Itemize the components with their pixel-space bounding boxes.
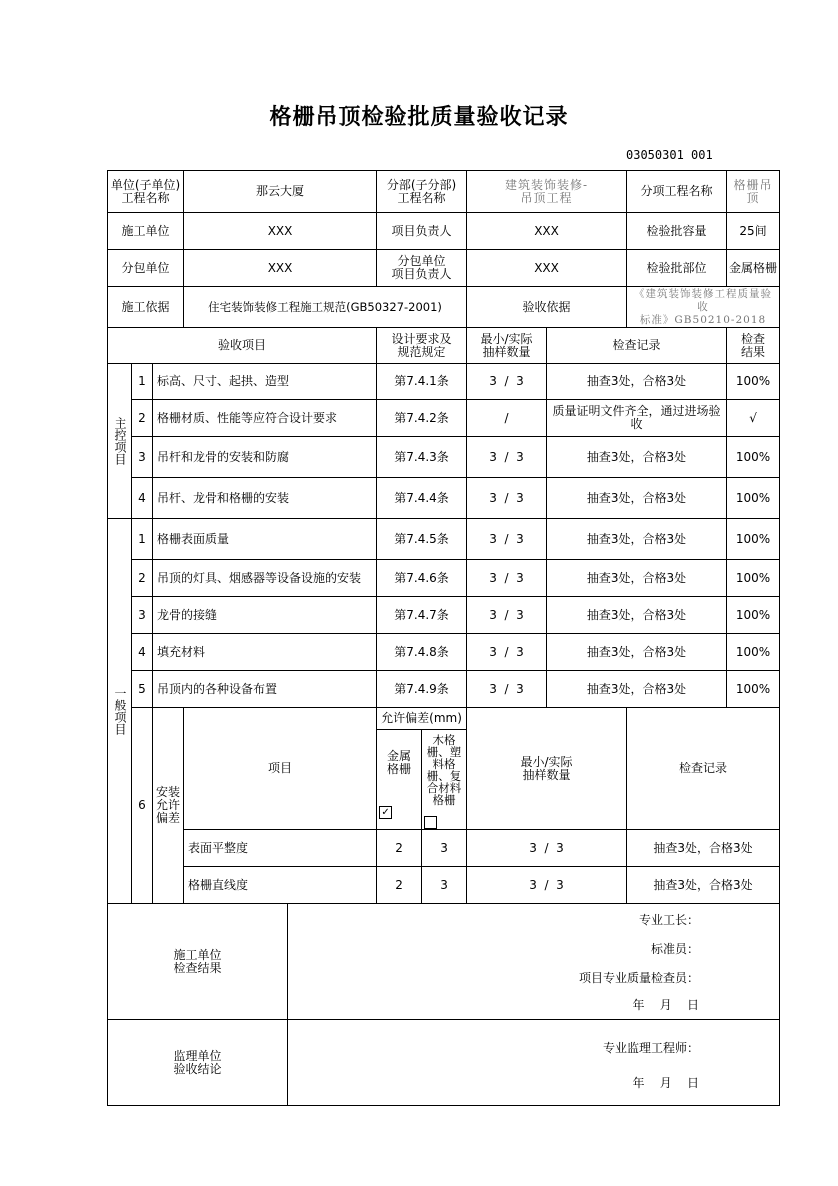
deviation-header-row-1 <box>108 708 780 730</box>
capacity-label: 检验批容量 <box>627 213 727 250</box>
foreman-label: 专业工长： <box>639 912 700 927</box>
item-no: 3 <box>132 597 153 634</box>
subcontractor-label: 分包单位 <box>108 250 184 287</box>
col-item: 验收项目 <box>108 328 377 364</box>
supervision-date: 年 月 日 <box>632 1075 700 1090</box>
item-record: 抽查3处，合格3处 <box>547 560 727 597</box>
item-name: 填充材料 <box>153 634 377 671</box>
table-row <box>108 830 780 867</box>
wood-checkbox[interactable] <box>424 816 437 829</box>
deviation-group-label: 安装允许偏差 <box>153 708 184 904</box>
item-spec: 第7.4.1条 <box>377 364 467 400</box>
item-sample: 3 / 3 <box>467 437 547 478</box>
item-name: 标高、尺寸、起拱、造型 <box>153 364 377 400</box>
item-sample: 3 / 3 <box>467 597 547 634</box>
deviation-record-header: 检查记录 <box>627 708 780 830</box>
item-no: 4 <box>132 634 153 671</box>
basis-value: 住宅装饰装修工程施工规范(GB50327-2001) <box>184 287 467 328</box>
item-record: 抽查3处，合格3处 <box>547 478 727 519</box>
item-result: 100% <box>727 519 780 560</box>
division-label: 分部(子分部) 工程名称 <box>377 171 467 213</box>
acceptance-value: 《建筑装饰装修工程质量验收 标准》GB50210-2018 <box>627 287 780 328</box>
supervision-result-row <box>108 1020 780 1106</box>
deviation-sample: 3 / 3 <box>467 830 627 867</box>
engineer-label: 专业监理工程师： <box>603 1040 700 1055</box>
inspector-label: 项目专业质量检查员： <box>579 970 700 985</box>
contractor-label: 施工单位 <box>108 213 184 250</box>
metal-checkbox[interactable]: ✓ <box>379 806 392 819</box>
header-row-4 <box>108 287 780 328</box>
item-record: 抽查3处，合格3处 <box>547 437 727 478</box>
inspection-table <box>107 170 780 1106</box>
table-row <box>108 478 780 519</box>
item-no: 3 <box>132 437 153 478</box>
deviation-sample: 3 / 3 <box>467 867 627 904</box>
pm-value: XXX <box>467 213 627 250</box>
item-sample: 3 / 3 <box>467 519 547 560</box>
item-result: 100% <box>727 671 780 708</box>
col-record: 检查记录 <box>547 328 727 364</box>
main-items-label: 主控项目 <box>108 364 132 519</box>
construction-result-row <box>108 904 780 1020</box>
sub-pm-label: 分包单位 项目负责人 <box>377 250 467 287</box>
item-name: 吊顶内的各种设备布置 <box>153 671 377 708</box>
item-record: 抽查3处，合格3处 <box>547 597 727 634</box>
item-name: 龙骨的接缝 <box>153 597 377 634</box>
subitem-label: 分项工程名称 <box>627 171 727 213</box>
construction-label: 施工单位 检查结果 <box>108 904 288 1020</box>
division-value: 建筑装饰装修- 吊顶工程 <box>467 171 627 213</box>
item-no: 5 <box>132 671 153 708</box>
deviation-item-header: 项目 <box>184 708 377 830</box>
item-no: 1 <box>132 519 153 560</box>
wood-header: 木格栅、塑料格栅、复合材料格栅 <box>422 730 467 830</box>
sub-pm-value: XXX <box>467 250 627 287</box>
table-row <box>108 364 780 400</box>
item-result: 100% <box>727 560 780 597</box>
item-sample: 3 / 3 <box>467 634 547 671</box>
item-spec: 第7.4.4条 <box>377 478 467 519</box>
item-sample: 3 / 3 <box>467 671 547 708</box>
table-row <box>108 519 780 560</box>
item-spec: 第7.4.3条 <box>377 437 467 478</box>
supervision-signatures <box>288 1020 780 1106</box>
location-value: 金属格栅 <box>727 250 780 287</box>
item-result: √ <box>727 400 780 437</box>
item-sample: 3 / 3 <box>467 364 547 400</box>
item-name: 吊杆和龙骨的安装和防腐 <box>153 437 377 478</box>
item-no: 1 <box>132 364 153 400</box>
table-row <box>108 400 780 437</box>
header-row-1 <box>108 171 780 213</box>
construction-date: 年 月 日 <box>632 997 700 1012</box>
item-result: 100% <box>727 364 780 400</box>
location-label: 检验批部位 <box>627 250 727 287</box>
basis-label: 施工依据 <box>108 287 184 328</box>
item-name: 格栅表面质量 <box>153 519 377 560</box>
deviation-wood: 3 <box>422 867 467 904</box>
capacity-value: 25间 <box>727 213 780 250</box>
item-spec: 第7.4.5条 <box>377 519 467 560</box>
item-record: 抽查3处，合格3处 <box>547 671 727 708</box>
item-sample: 3 / 3 <box>467 478 547 519</box>
deviation-item-name: 格栅直线度 <box>184 867 377 904</box>
general-items-label: 一般项目 <box>108 519 132 904</box>
item-sample: 3 / 3 <box>467 560 547 597</box>
table-row <box>108 437 780 478</box>
unit-label: 单位(子单位) 工程名称 <box>108 171 184 213</box>
item-no: 2 <box>132 560 153 597</box>
item-no: 4 <box>132 478 153 519</box>
item-record: 抽查3处，合格3处 <box>547 634 727 671</box>
item-spec: 第7.4.7条 <box>377 597 467 634</box>
deviation-wood: 3 <box>422 830 467 867</box>
table-row <box>108 671 780 708</box>
item-name: 吊顶的灯具、烟感器等设备设施的安装 <box>153 560 377 597</box>
deviation-no: 6 <box>132 708 153 904</box>
deviation-item-name: 表面平整度 <box>184 830 377 867</box>
unit-value: 那云大厦 <box>184 171 377 213</box>
document-code: 03050301 001 <box>626 148 713 162</box>
item-record: 抽查3处，合格3处 <box>547 519 727 560</box>
table-row <box>108 634 780 671</box>
subcontractor-value: XXX <box>184 250 377 287</box>
standard-label: 标准员： <box>651 941 700 956</box>
item-spec: 第7.4.6条 <box>377 560 467 597</box>
item-result: 100% <box>727 478 780 519</box>
table-row <box>108 560 780 597</box>
deviation-metal: 2 <box>377 867 422 904</box>
item-spec: 第7.4.8条 <box>377 634 467 671</box>
item-sample: / <box>467 400 547 437</box>
allow-header: 允许偏差(mm) <box>377 708 467 730</box>
header-row-3 <box>108 250 780 287</box>
col-spec: 设计要求及 规范规定 <box>377 328 467 364</box>
item-result: 100% <box>727 634 780 671</box>
deviation-sample-header: 最小/实际 抽样数量 <box>467 708 627 830</box>
pm-label: 项目负责人 <box>377 213 467 250</box>
construction-signatures <box>288 904 780 1020</box>
page-title: 格栅吊顶检验批质量验收记录 <box>269 104 569 130</box>
item-record: 抽查3处，合格3处 <box>547 364 727 400</box>
item-no: 2 <box>132 400 153 437</box>
item-name: 吊杆、龙骨和格栅的安装 <box>153 478 377 519</box>
item-name: 格栅材质、性能等应符合设计要求 <box>153 400 377 437</box>
column-header-row <box>108 328 780 364</box>
supervision-label: 监理单位 验收结论 <box>108 1020 288 1106</box>
item-result: 100% <box>727 597 780 634</box>
metal-header: 金属格栅 ✓ <box>377 730 422 830</box>
item-spec: 第7.4.2条 <box>377 400 467 437</box>
table-row <box>108 597 780 634</box>
table-row <box>108 867 780 904</box>
deviation-record: 抽查3处，合格3处 <box>627 830 780 867</box>
deviation-metal: 2 <box>377 830 422 867</box>
contractor-value: XXX <box>184 213 377 250</box>
item-result: 100% <box>727 437 780 478</box>
header-row-2 <box>108 213 780 250</box>
col-result: 检查 结果 <box>727 328 780 364</box>
item-spec: 第7.4.9条 <box>377 671 467 708</box>
item-record: 质量证明文件齐全，通过进场验收 <box>547 400 727 437</box>
col-sample: 最小/实际 抽样数量 <box>467 328 547 364</box>
subitem-value: 格栅吊顶 <box>727 171 780 213</box>
deviation-record: 抽查3处，合格3处 <box>627 867 780 904</box>
acceptance-label: 验收依据 <box>467 287 627 328</box>
